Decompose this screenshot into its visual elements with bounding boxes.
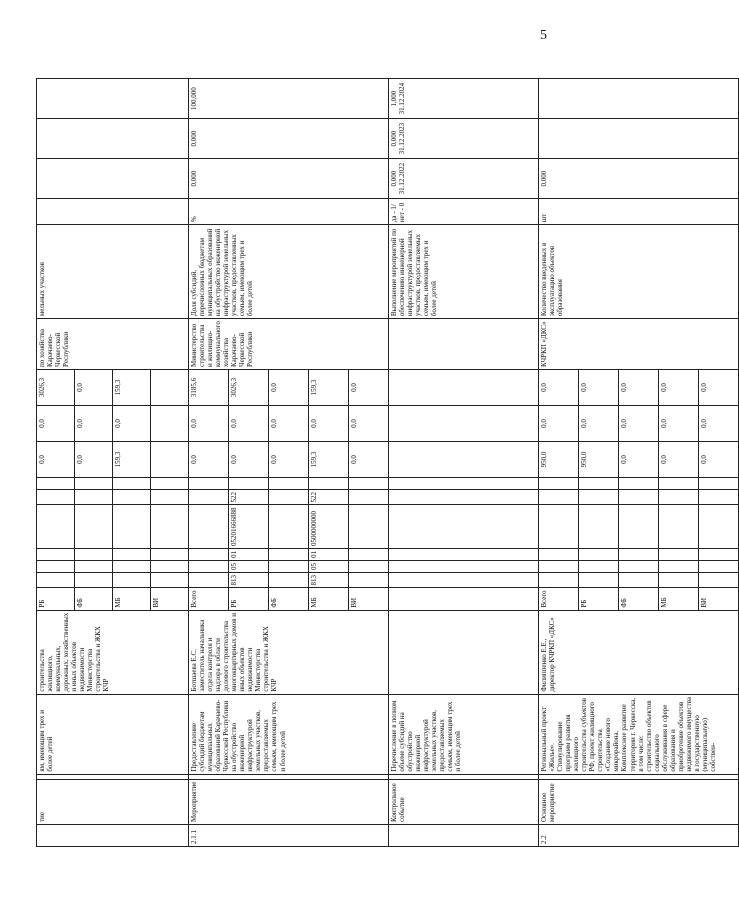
finance-cell bbox=[389, 560, 539, 572]
unit-cell: % bbox=[189, 199, 389, 225]
source-cell: ФБ bbox=[75, 588, 113, 610]
finance-cell bbox=[659, 477, 699, 489]
finance-cell bbox=[151, 505, 189, 549]
finance-cell bbox=[579, 505, 619, 549]
finance-cell bbox=[75, 560, 113, 572]
finance-cell bbox=[389, 572, 539, 588]
source-cell bbox=[389, 588, 539, 610]
source-cell: МБ bbox=[659, 588, 699, 610]
finance-cell bbox=[75, 572, 113, 588]
row-type-cell: Мероприятие bbox=[189, 779, 389, 824]
row-description-cell: ям, имеющим трех и более детей bbox=[37, 694, 189, 774]
finance-cell: 950,0 bbox=[539, 441, 579, 477]
executor-cell bbox=[389, 319, 539, 370]
finance-cell bbox=[349, 477, 389, 489]
finance-cell bbox=[113, 548, 151, 560]
finance-cell bbox=[75, 489, 113, 505]
target-2023-cell bbox=[37, 119, 189, 159]
finance-cell bbox=[151, 441, 189, 477]
row-type-cell: тие bbox=[37, 779, 189, 824]
finance-cell bbox=[151, 405, 189, 441]
finance-cell: 0,0 bbox=[113, 405, 151, 441]
page-number: 5 bbox=[540, 28, 547, 43]
finance-cell bbox=[659, 572, 699, 588]
finance-cell bbox=[113, 477, 151, 489]
finance-cell bbox=[579, 548, 619, 560]
finance-cell bbox=[269, 548, 309, 560]
target-2023-cell bbox=[539, 119, 739, 159]
target-2024-cell bbox=[37, 79, 189, 119]
finance-cell: 0,0 bbox=[269, 369, 309, 405]
empty-cell bbox=[37, 774, 189, 779]
finance-cell: 01 bbox=[309, 548, 349, 560]
finance-cell bbox=[113, 505, 151, 549]
unit-cell: шт bbox=[539, 199, 739, 225]
indicator-cell: Количество введенных в эксплуатацию объектов образования bbox=[539, 225, 739, 319]
finance-cell bbox=[539, 548, 579, 560]
finance-cell: 159,3 bbox=[113, 369, 151, 405]
source-cell: ВИ bbox=[151, 588, 189, 610]
row-description-cell: Перечисление в полном объеме субсидий на обустройство инженерной инфраструктурой земельных участков, предоставляемых семьям, имеющим трех и более детей bbox=[389, 694, 539, 774]
table-row bbox=[539, 79, 579, 847]
finance-cell bbox=[189, 477, 229, 489]
finance-cell bbox=[389, 369, 539, 405]
target-2022-cell: 0,000 bbox=[189, 159, 389, 199]
finance-cell bbox=[269, 505, 309, 549]
table-row bbox=[189, 79, 229, 847]
finance-cell bbox=[349, 489, 389, 505]
finance-cell: 0,0 bbox=[539, 405, 579, 441]
row-number-cell bbox=[37, 825, 189, 847]
target-2022-cell: 0,000 bbox=[539, 159, 739, 199]
finance-cell bbox=[619, 548, 659, 560]
finance-cell bbox=[37, 489, 75, 505]
finance-cell: 0500000000 bbox=[309, 505, 349, 549]
finance-cell bbox=[37, 572, 75, 588]
finance-cell bbox=[699, 548, 739, 560]
finance-cell bbox=[389, 548, 539, 560]
finance-cell: 0,0 bbox=[189, 405, 229, 441]
finance-cell bbox=[539, 505, 579, 549]
row-description-cell: Предоставление субсидий бюджетам муниципальных образований Карачаево-Черкесской Республики на обустройство инженерной инфраструктурой земельных участков, предоставляемых семьям, имеющим трех и более детей bbox=[189, 694, 389, 774]
finance-cell bbox=[113, 560, 151, 572]
row-number-cell: 2.2 bbox=[539, 825, 739, 847]
row-number-cell bbox=[389, 825, 539, 847]
source-cell: ВИ bbox=[699, 588, 739, 610]
target-2024-cell bbox=[539, 79, 739, 119]
finance-cell: 3185,6 bbox=[189, 369, 229, 405]
finance-cell bbox=[619, 505, 659, 549]
finance-cell: 522 bbox=[309, 489, 349, 505]
executor-cell: по хозяйства Карачаево-Черкесской Республики bbox=[37, 319, 189, 370]
finance-cell bbox=[659, 489, 699, 505]
finance-cell: 05 bbox=[229, 560, 269, 572]
finance-cell bbox=[151, 489, 189, 505]
finance-cell bbox=[659, 548, 699, 560]
finance-cell bbox=[389, 489, 539, 505]
target-2022-cell: 0,000 31.12.2022 bbox=[389, 159, 539, 199]
finance-cell bbox=[699, 505, 739, 549]
indicator-cell: Выполнение мероприятий по обеспечению инженерной инфраструктурой земельных участков, предоставляемых семьям, имеющим трех и более детей bbox=[389, 225, 539, 319]
finance-cell bbox=[37, 548, 75, 560]
finance-cell bbox=[539, 572, 579, 588]
indicator-cell: Доля субсидий, перечисленных бюджетам муниципальных образований на обустройство инженерной инфраструктурой земельных участков, предоставленных семьям, имеющим трех и более детей bbox=[189, 225, 389, 319]
finance-cell bbox=[539, 489, 579, 505]
source-cell: ВИ bbox=[349, 588, 389, 610]
finance-cell bbox=[75, 548, 113, 560]
finance-cell bbox=[37, 560, 75, 572]
finance-cell bbox=[389, 405, 539, 441]
target-2023-cell: 0,000 bbox=[189, 119, 389, 159]
finance-cell: 0,0 bbox=[229, 405, 269, 441]
finance-cell: 0,0 bbox=[349, 405, 389, 441]
finance-cell bbox=[113, 489, 151, 505]
source-cell: РБ bbox=[579, 588, 619, 610]
indicator-cell: мельных участков bbox=[37, 225, 189, 319]
finance-cell: 0,0 bbox=[269, 405, 309, 441]
finance-cell bbox=[349, 572, 389, 588]
finance-cell: 0,0 bbox=[539, 369, 579, 405]
row-responsible-cell: строительства жилищного, коммунальных, дорожных, хозяйственных и иных объектов недвижимости Министерства строительства и ЖКХ КЧР bbox=[37, 610, 189, 694]
target-2023-cell: 0,000 31.12.2023 bbox=[389, 119, 539, 159]
finance-cell: 3026,3 bbox=[37, 369, 75, 405]
finance-cell: 813 bbox=[229, 572, 269, 588]
row-type-cell: Контрольное событие bbox=[389, 779, 539, 824]
row-type-cell: Основное мероприятие bbox=[539, 779, 739, 824]
finance-cell: 813 bbox=[309, 572, 349, 588]
finance-cell: 950,0 bbox=[579, 441, 619, 477]
finance-cell bbox=[151, 477, 189, 489]
finance-cell bbox=[619, 572, 659, 588]
source-cell: РБ bbox=[229, 588, 269, 610]
row-description-cell: Региональный проект «Жилье». Стимулирование программ развития жилищного строительства субъектов РФ, проект жилищного строительства «Создание нового микрорайона. Комплексное развитие территории г. Черкесска, в том числе: строительство объектов социального обслуживания в сфере образования и приобретение объектов недвижимого имущества в государственную (муниципальную) собствен- bbox=[539, 694, 739, 774]
finance-cell bbox=[189, 505, 229, 549]
finance-cell bbox=[151, 548, 189, 560]
finance-cell bbox=[699, 560, 739, 572]
unit-cell bbox=[37, 199, 189, 225]
source-cell: РБ bbox=[37, 588, 75, 610]
finance-cell: 0,0 bbox=[349, 441, 389, 477]
finance-cell bbox=[699, 477, 739, 489]
finance-cell: 0,0 bbox=[75, 369, 113, 405]
finance-cell bbox=[699, 572, 739, 588]
finance-cell: 3026,3 bbox=[229, 369, 269, 405]
finance-cell: 0,0 bbox=[619, 441, 659, 477]
finance-cell: 0,0 bbox=[309, 405, 349, 441]
finance-cell: 0,0 bbox=[189, 441, 229, 477]
plan-table bbox=[36, 78, 739, 847]
finance-cell bbox=[539, 477, 579, 489]
finance-cell bbox=[389, 441, 539, 477]
table-row bbox=[37, 79, 75, 847]
source-cell: ФБ bbox=[269, 588, 309, 610]
finance-cell: 01 bbox=[229, 548, 269, 560]
finance-cell bbox=[619, 560, 659, 572]
finance-cell bbox=[579, 489, 619, 505]
target-2024-cell: 1,000 31.12.2024 bbox=[389, 79, 539, 119]
finance-cell bbox=[309, 477, 349, 489]
empty-cell bbox=[539, 774, 739, 779]
table-row bbox=[389, 79, 539, 847]
finance-cell: 159,3 bbox=[309, 369, 349, 405]
finance-cell bbox=[229, 477, 269, 489]
finance-cell: 0,0 bbox=[659, 369, 699, 405]
finance-cell bbox=[579, 572, 619, 588]
finance-cell bbox=[269, 572, 309, 588]
finance-cell: 0,0 bbox=[659, 405, 699, 441]
finance-cell: 0,0 bbox=[579, 369, 619, 405]
finance-cell: 0,0 bbox=[699, 369, 739, 405]
finance-cell: 0,0 bbox=[37, 405, 75, 441]
finance-cell bbox=[389, 505, 539, 549]
row-number-cell: 2.1.1 bbox=[189, 825, 389, 847]
unit-cell: да - 1/ нет - 0 bbox=[389, 199, 539, 225]
finance-cell bbox=[349, 505, 389, 549]
finance-cell: 0,0 bbox=[37, 441, 75, 477]
finance-cell bbox=[189, 560, 229, 572]
empty-cell bbox=[389, 774, 539, 779]
finance-cell bbox=[539, 560, 579, 572]
finance-cell bbox=[37, 477, 75, 489]
source-cell: МБ bbox=[113, 588, 151, 610]
finance-cell bbox=[349, 548, 389, 560]
finance-cell: 0,0 bbox=[229, 441, 269, 477]
finance-cell bbox=[75, 505, 113, 549]
finance-cell bbox=[699, 489, 739, 505]
finance-cell: 0,0 bbox=[699, 441, 739, 477]
finance-cell bbox=[189, 489, 229, 505]
finance-cell bbox=[659, 560, 699, 572]
finance-cell bbox=[269, 560, 309, 572]
finance-cell bbox=[151, 560, 189, 572]
finance-cell bbox=[349, 560, 389, 572]
row-responsible-cell bbox=[389, 610, 539, 694]
finance-cell bbox=[619, 489, 659, 505]
finance-cell: 159,3 bbox=[309, 441, 349, 477]
finance-cell: 0,0 bbox=[75, 441, 113, 477]
source-cell: ФБ bbox=[619, 588, 659, 610]
target-2022-cell bbox=[37, 159, 189, 199]
source-cell: МБ bbox=[309, 588, 349, 610]
table-body bbox=[37, 79, 739, 847]
finance-cell bbox=[75, 477, 113, 489]
finance-cell bbox=[269, 489, 309, 505]
finance-cell bbox=[579, 560, 619, 572]
finance-cell: 522 bbox=[229, 489, 269, 505]
finance-cell: 0,0 bbox=[699, 405, 739, 441]
finance-cell: 05201666888 bbox=[229, 505, 269, 549]
finance-cell bbox=[113, 572, 151, 588]
source-cell: Всего bbox=[189, 588, 229, 610]
finance-cell bbox=[619, 477, 659, 489]
finance-cell: 0,0 bbox=[269, 441, 309, 477]
finance-cell bbox=[151, 572, 189, 588]
finance-cell: 0,0 bbox=[659, 441, 699, 477]
executor-cell: Министерство строительства и жилищно-коммунального хозяйства Карачаево-Черкесской Республики bbox=[189, 319, 389, 370]
target-2024-cell: 100,000 bbox=[189, 79, 389, 119]
source-cell: Всего bbox=[539, 588, 579, 610]
executor-cell: КЧРКП «ДКС» bbox=[539, 319, 739, 370]
finance-cell: 0,0 bbox=[349, 369, 389, 405]
finance-cell: 0,0 bbox=[579, 405, 619, 441]
finance-cell bbox=[659, 505, 699, 549]
finance-cell: 0,0 bbox=[619, 405, 659, 441]
finance-cell: 0,0 bbox=[619, 369, 659, 405]
finance-cell bbox=[189, 548, 229, 560]
finance-cell bbox=[579, 477, 619, 489]
finance-cell bbox=[37, 505, 75, 549]
empty-cell bbox=[189, 774, 389, 779]
finance-cell bbox=[269, 477, 309, 489]
row-responsible-cell: Филиппенко Е.Е., директор КЧРКП «ДКС» bbox=[539, 610, 739, 694]
finance-cell bbox=[389, 477, 539, 489]
finance-cell: 0,0 bbox=[75, 405, 113, 441]
finance-cell bbox=[189, 572, 229, 588]
row-responsible-cell: Ботшаева Е.С. заместитель начальника отдела контроля и надзора в области долевого строительства многоквартирных домов и иных объектов недвижимости Министерства строительства и ЖКХ КЧР bbox=[189, 610, 389, 694]
finance-cell bbox=[151, 369, 189, 405]
finance-cell: 159,3 bbox=[113, 441, 151, 477]
finance-cell: 05 bbox=[309, 560, 349, 572]
